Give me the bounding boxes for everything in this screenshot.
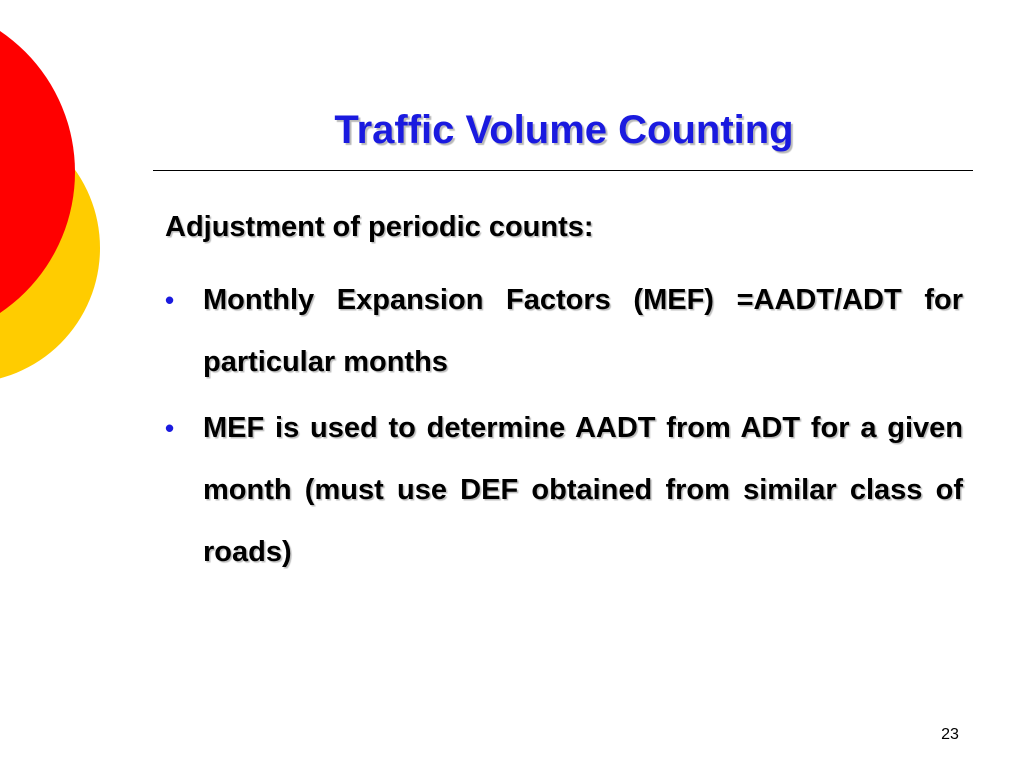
bullet-text: MEF is used to determine AADT from ADT for a given month (must use DEF obtained from similar class of roads): [203, 412, 963, 568]
slide-body: [165, 205, 963, 587]
decorative-circles: [0, 0, 140, 420]
slide-title: Traffic Volume Counting: [334, 108, 794, 152]
title-divider: [153, 170, 973, 171]
bullet-item: [165, 397, 963, 583]
intro-heading: Adjustment of periodic counts:: [165, 211, 594, 243]
bullet-marker: •: [165, 413, 175, 443]
bullet-item: [165, 269, 963, 393]
bullet-text: Monthly Expansion Factors (MEF) =AADT/ADT for particular months: [203, 284, 963, 378]
bullet-marker: •: [165, 285, 175, 315]
bullet-list: [165, 269, 963, 583]
page-number: 23: [941, 726, 959, 743]
